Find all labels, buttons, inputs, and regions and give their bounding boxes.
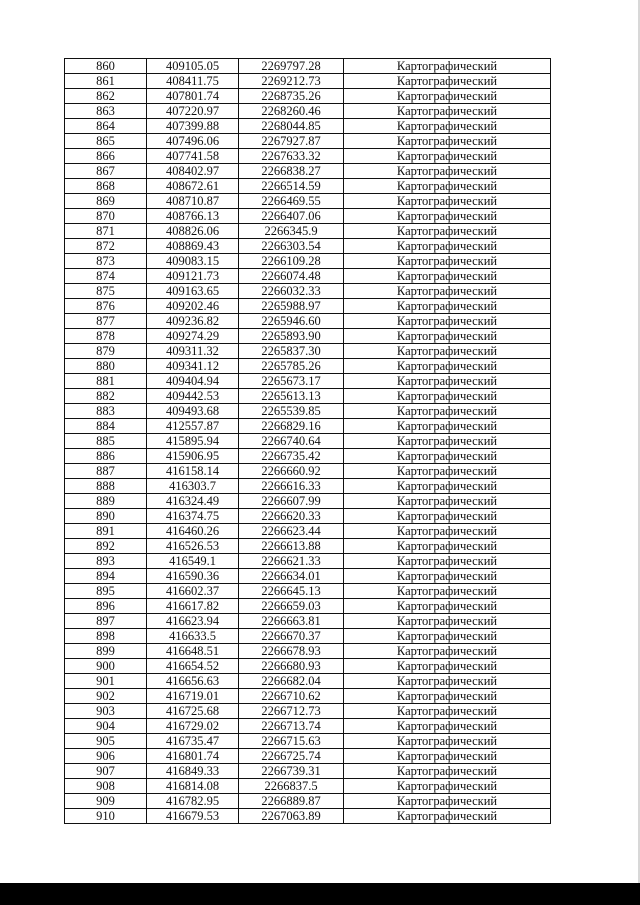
point-number-cell: 879 (65, 344, 147, 359)
y-coordinate-cell: 2265893.90 (239, 329, 344, 344)
method-cell: Картографический (344, 194, 551, 209)
x-coordinate-cell: 416648.51 (147, 644, 239, 659)
y-coordinate-cell: 2265673.17 (239, 374, 344, 389)
y-coordinate-cell: 2266645.13 (239, 584, 344, 599)
table-row (65, 689, 551, 704)
table-row (65, 224, 551, 239)
method-cell: Картографический (344, 734, 551, 749)
x-coordinate-cell: 416602.37 (147, 584, 239, 599)
point-number-cell: 861 (65, 74, 147, 89)
x-coordinate-cell: 416849.33 (147, 764, 239, 779)
method-cell: Картографический (344, 74, 551, 89)
table-row (65, 209, 551, 224)
table-row (65, 194, 551, 209)
y-coordinate-cell: 2266663.81 (239, 614, 344, 629)
x-coordinate-cell: 408710.87 (147, 194, 239, 209)
x-coordinate-cell: 416814.08 (147, 779, 239, 794)
method-cell: Картографический (344, 269, 551, 284)
method-cell: Картографический (344, 449, 551, 464)
table-row (65, 584, 551, 599)
x-coordinate-cell: 416725.68 (147, 704, 239, 719)
table-row (65, 779, 551, 794)
point-number-cell: 870 (65, 209, 147, 224)
y-coordinate-cell: 2266829.16 (239, 419, 344, 434)
x-coordinate-cell: 409311.32 (147, 344, 239, 359)
method-cell: Картографический (344, 554, 551, 569)
y-coordinate-cell: 2268735.26 (239, 89, 344, 104)
y-coordinate-cell: 2267063.89 (239, 809, 344, 824)
x-coordinate-cell: 416617.82 (147, 599, 239, 614)
x-coordinate-cell: 409121.73 (147, 269, 239, 284)
y-coordinate-cell: 2268260.46 (239, 104, 344, 119)
table-row (65, 134, 551, 149)
point-number-cell: 902 (65, 689, 147, 704)
method-cell: Картографический (344, 209, 551, 224)
table-row (65, 89, 551, 104)
y-coordinate-cell: 2266715.63 (239, 734, 344, 749)
table-row (65, 284, 551, 299)
table-row (65, 239, 551, 254)
y-coordinate-cell: 2266660.92 (239, 464, 344, 479)
x-coordinate-cell: 416303.7 (147, 479, 239, 494)
point-number-cell: 903 (65, 704, 147, 719)
point-number-cell: 884 (65, 419, 147, 434)
y-coordinate-cell: 2266838.27 (239, 164, 344, 179)
method-cell: Картографический (344, 239, 551, 254)
scan-border (0, 883, 640, 905)
x-coordinate-cell: 409202.46 (147, 299, 239, 314)
x-coordinate-cell: 416654.52 (147, 659, 239, 674)
point-number-cell: 888 (65, 479, 147, 494)
y-coordinate-cell: 2266725.74 (239, 749, 344, 764)
table-row (65, 794, 551, 809)
method-cell: Картографический (344, 374, 551, 389)
point-number-cell: 890 (65, 509, 147, 524)
point-number-cell: 905 (65, 734, 147, 749)
y-coordinate-cell: 2266735.42 (239, 449, 344, 464)
x-coordinate-cell: 416782.95 (147, 794, 239, 809)
table-row (65, 374, 551, 389)
coordinates-table-body (65, 59, 551, 824)
table-row (65, 809, 551, 824)
method-cell: Картографический (344, 614, 551, 629)
point-number-cell: 898 (65, 629, 147, 644)
table-row (65, 614, 551, 629)
x-coordinate-cell: 416679.53 (147, 809, 239, 824)
method-cell: Картографический (344, 299, 551, 314)
y-coordinate-cell: 2266345.9 (239, 224, 344, 239)
y-coordinate-cell: 2266303.54 (239, 239, 344, 254)
y-coordinate-cell: 2265539.85 (239, 404, 344, 419)
method-cell: Картографический (344, 434, 551, 449)
point-number-cell: 863 (65, 104, 147, 119)
point-number-cell: 893 (65, 554, 147, 569)
table-row (65, 164, 551, 179)
table-row (65, 554, 551, 569)
y-coordinate-cell: 2266109.28 (239, 254, 344, 269)
point-number-cell: 862 (65, 89, 147, 104)
method-cell: Картографический (344, 104, 551, 119)
x-coordinate-cell: 416735.47 (147, 734, 239, 749)
point-number-cell: 869 (65, 194, 147, 209)
table-row (65, 104, 551, 119)
y-coordinate-cell: 2266889.87 (239, 794, 344, 809)
method-cell: Картографический (344, 389, 551, 404)
method-cell: Картографический (344, 119, 551, 134)
table-row (65, 644, 551, 659)
y-coordinate-cell: 2267927.87 (239, 134, 344, 149)
point-number-cell: 864 (65, 119, 147, 134)
x-coordinate-cell: 416324.49 (147, 494, 239, 509)
y-coordinate-cell: 2266837.5 (239, 779, 344, 794)
method-cell: Картографический (344, 584, 551, 599)
table-row (65, 524, 551, 539)
y-coordinate-cell: 2266740.64 (239, 434, 344, 449)
point-number-cell: 886 (65, 449, 147, 464)
method-cell: Картографический (344, 284, 551, 299)
method-cell: Картографический (344, 344, 551, 359)
table-row (65, 344, 551, 359)
point-number-cell: 891 (65, 524, 147, 539)
x-coordinate-cell: 416526.53 (147, 539, 239, 554)
point-number-cell: 896 (65, 599, 147, 614)
method-cell: Картографический (344, 89, 551, 104)
y-coordinate-cell: 2266634.01 (239, 569, 344, 584)
table-row (65, 59, 551, 74)
method-cell: Картографический (344, 629, 551, 644)
y-coordinate-cell: 2266682.04 (239, 674, 344, 689)
y-coordinate-cell: 2266621.33 (239, 554, 344, 569)
point-number-cell: 880 (65, 359, 147, 374)
point-number-cell: 907 (65, 764, 147, 779)
point-number-cell: 901 (65, 674, 147, 689)
point-number-cell: 865 (65, 134, 147, 149)
x-coordinate-cell: 409493.68 (147, 404, 239, 419)
y-coordinate-cell: 2266620.33 (239, 509, 344, 524)
table-row (65, 734, 551, 749)
y-coordinate-cell: 2266739.31 (239, 764, 344, 779)
point-number-cell: 889 (65, 494, 147, 509)
point-number-cell: 897 (65, 614, 147, 629)
table-row (65, 494, 551, 509)
x-coordinate-cell: 407399.88 (147, 119, 239, 134)
point-number-cell: 881 (65, 374, 147, 389)
method-cell: Картографический (344, 779, 551, 794)
table-row (65, 479, 551, 494)
x-coordinate-cell: 409442.53 (147, 389, 239, 404)
method-cell: Картографический (344, 809, 551, 824)
method-cell: Картографический (344, 464, 551, 479)
method-cell: Картографический (344, 569, 551, 584)
point-number-cell: 882 (65, 389, 147, 404)
method-cell: Картографический (344, 539, 551, 554)
x-coordinate-cell: 408869.43 (147, 239, 239, 254)
y-coordinate-cell: 2265613.13 (239, 389, 344, 404)
method-cell: Картографический (344, 254, 551, 269)
x-coordinate-cell: 416633.5 (147, 629, 239, 644)
point-number-cell: 885 (65, 434, 147, 449)
x-coordinate-cell: 407220.97 (147, 104, 239, 119)
table-row (65, 74, 551, 89)
method-cell: Картографический (344, 179, 551, 194)
table-row (65, 449, 551, 464)
point-number-cell: 900 (65, 659, 147, 674)
x-coordinate-cell: 416801.74 (147, 749, 239, 764)
point-number-cell: 909 (65, 794, 147, 809)
method-cell: Картографический (344, 329, 551, 344)
x-coordinate-cell: 416158.14 (147, 464, 239, 479)
y-coordinate-cell: 2266713.74 (239, 719, 344, 734)
y-coordinate-cell: 2266607.99 (239, 494, 344, 509)
x-coordinate-cell: 409236.82 (147, 314, 239, 329)
method-cell: Картографический (344, 164, 551, 179)
x-coordinate-cell: 408826.06 (147, 224, 239, 239)
x-coordinate-cell: 416729.02 (147, 719, 239, 734)
y-coordinate-cell: 2269212.73 (239, 74, 344, 89)
table-row (65, 149, 551, 164)
x-coordinate-cell: 409274.29 (147, 329, 239, 344)
table-row (65, 269, 551, 284)
x-coordinate-cell: 408672.61 (147, 179, 239, 194)
y-coordinate-cell: 2266616.33 (239, 479, 344, 494)
x-coordinate-cell: 407801.74 (147, 89, 239, 104)
x-coordinate-cell: 416623.94 (147, 614, 239, 629)
y-coordinate-cell: 2266659.03 (239, 599, 344, 614)
table-row (65, 329, 551, 344)
x-coordinate-cell: 416460.26 (147, 524, 239, 539)
point-number-cell: 894 (65, 569, 147, 584)
y-coordinate-cell: 2267633.32 (239, 149, 344, 164)
table-row (65, 704, 551, 719)
x-coordinate-cell: 409105.05 (147, 59, 239, 74)
point-number-cell: 872 (65, 239, 147, 254)
table-row (65, 749, 551, 764)
method-cell: Картографический (344, 749, 551, 764)
x-coordinate-cell: 412557.87 (147, 419, 239, 434)
point-number-cell: 871 (65, 224, 147, 239)
y-coordinate-cell: 2265785.26 (239, 359, 344, 374)
coordinates-table (64, 58, 551, 824)
table-row (65, 659, 551, 674)
y-coordinate-cell: 2266623.44 (239, 524, 344, 539)
point-number-cell: 873 (65, 254, 147, 269)
method-cell: Картографический (344, 494, 551, 509)
method-cell: Картографический (344, 404, 551, 419)
method-cell: Картографический (344, 689, 551, 704)
table-row (65, 509, 551, 524)
x-coordinate-cell: 416374.75 (147, 509, 239, 524)
y-coordinate-cell: 2266514.59 (239, 179, 344, 194)
method-cell: Картографический (344, 59, 551, 74)
method-cell: Картографический (344, 134, 551, 149)
point-number-cell: 874 (65, 269, 147, 284)
y-coordinate-cell: 2266678.93 (239, 644, 344, 659)
point-number-cell: 895 (65, 584, 147, 599)
table-row (65, 404, 551, 419)
point-number-cell: 883 (65, 404, 147, 419)
point-number-cell: 899 (65, 644, 147, 659)
y-coordinate-cell: 2266712.73 (239, 704, 344, 719)
point-number-cell: 878 (65, 329, 147, 344)
y-coordinate-cell: 2266670.37 (239, 629, 344, 644)
method-cell: Картографический (344, 314, 551, 329)
y-coordinate-cell: 2266613.88 (239, 539, 344, 554)
point-number-cell: 910 (65, 809, 147, 824)
y-coordinate-cell: 2266032.33 (239, 284, 344, 299)
x-coordinate-cell: 416719.01 (147, 689, 239, 704)
table-row (65, 389, 551, 404)
point-number-cell: 908 (65, 779, 147, 794)
point-number-cell: 887 (65, 464, 147, 479)
x-coordinate-cell: 408411.75 (147, 74, 239, 89)
x-coordinate-cell: 409083.15 (147, 254, 239, 269)
point-number-cell: 866 (65, 149, 147, 164)
method-cell: Картографический (344, 599, 551, 614)
method-cell: Картографический (344, 479, 551, 494)
method-cell: Картографический (344, 419, 551, 434)
method-cell: Картографический (344, 224, 551, 239)
point-number-cell: 860 (65, 59, 147, 74)
x-coordinate-cell: 409341.12 (147, 359, 239, 374)
method-cell: Картографический (344, 149, 551, 164)
point-number-cell: 868 (65, 179, 147, 194)
x-coordinate-cell: 407741.58 (147, 149, 239, 164)
method-cell: Картографический (344, 704, 551, 719)
table-row (65, 539, 551, 554)
x-coordinate-cell: 407496.06 (147, 134, 239, 149)
x-coordinate-cell: 416590.36 (147, 569, 239, 584)
method-cell: Картографический (344, 764, 551, 779)
table-row (65, 119, 551, 134)
table-row (65, 179, 551, 194)
table-row (65, 599, 551, 614)
x-coordinate-cell: 416549.1 (147, 554, 239, 569)
x-coordinate-cell: 408766.13 (147, 209, 239, 224)
table-row (65, 434, 551, 449)
table-row (65, 254, 551, 269)
x-coordinate-cell: 415906.95 (147, 449, 239, 464)
x-coordinate-cell: 409163.65 (147, 284, 239, 299)
y-coordinate-cell: 2266680.93 (239, 659, 344, 674)
y-coordinate-cell: 2266469.55 (239, 194, 344, 209)
method-cell: Картографический (344, 359, 551, 374)
table-row (65, 674, 551, 689)
table-row (65, 419, 551, 434)
method-cell: Картографический (344, 794, 551, 809)
point-number-cell: 875 (65, 284, 147, 299)
method-cell: Картографический (344, 674, 551, 689)
method-cell: Картографический (344, 644, 551, 659)
point-number-cell: 877 (65, 314, 147, 329)
y-coordinate-cell: 2266074.48 (239, 269, 344, 284)
y-coordinate-cell: 2266710.62 (239, 689, 344, 704)
y-coordinate-cell: 2265988.97 (239, 299, 344, 314)
x-coordinate-cell: 415895.94 (147, 434, 239, 449)
y-coordinate-cell: 2265946.60 (239, 314, 344, 329)
table-row (65, 569, 551, 584)
table-row (65, 359, 551, 374)
table-row (65, 464, 551, 479)
x-coordinate-cell: 409404.94 (147, 374, 239, 389)
table-row (65, 314, 551, 329)
method-cell: Картографический (344, 719, 551, 734)
point-number-cell: 892 (65, 539, 147, 554)
x-coordinate-cell: 408402.97 (147, 164, 239, 179)
x-coordinate-cell: 416656.63 (147, 674, 239, 689)
y-coordinate-cell: 2268044.85 (239, 119, 344, 134)
method-cell: Картографический (344, 659, 551, 674)
method-cell: Картографический (344, 509, 551, 524)
table-row (65, 299, 551, 314)
method-cell: Картографический (344, 524, 551, 539)
point-number-cell: 867 (65, 164, 147, 179)
y-coordinate-cell: 2265837.30 (239, 344, 344, 359)
point-number-cell: 906 (65, 749, 147, 764)
point-number-cell: 876 (65, 299, 147, 314)
y-coordinate-cell: 2269797.28 (239, 59, 344, 74)
point-number-cell: 904 (65, 719, 147, 734)
y-coordinate-cell: 2266407.06 (239, 209, 344, 224)
table-row (65, 719, 551, 734)
table-row (65, 764, 551, 779)
table-row (65, 629, 551, 644)
